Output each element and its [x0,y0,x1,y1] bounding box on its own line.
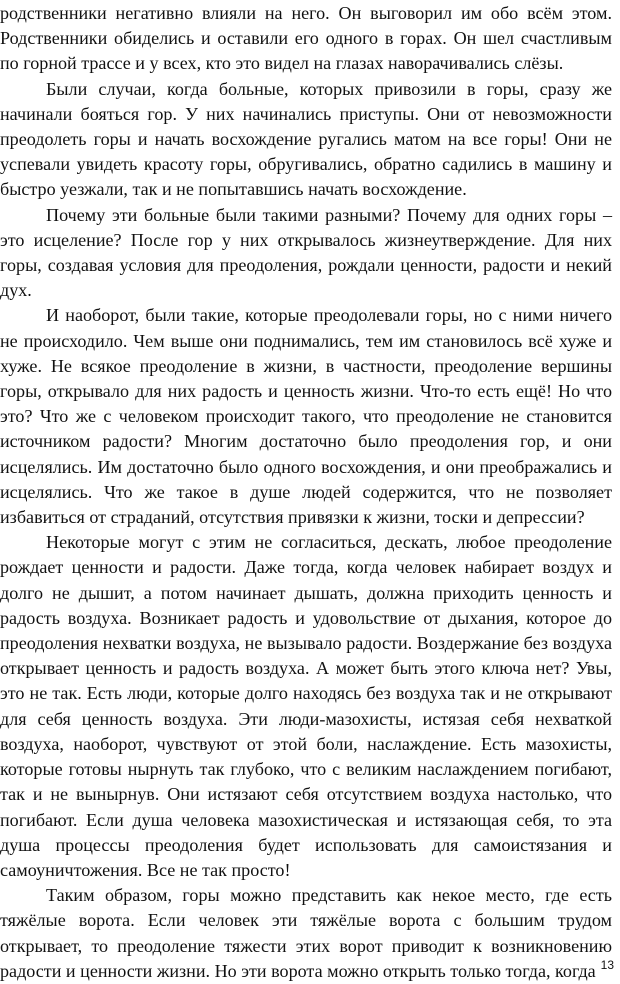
page-number: 13 [600,958,614,972]
paragraph: И наоборот, были такие, которые преодолевали горы, но с ними ничего не происходило. Чем выше они поднимались, тем им становилось всё хуже и хуже. Не всякое преодоление в жизни, в частности, преодоление вершины горы, открывало для них радость и ценность жизни. Что-то есть ещё! Но что это? Что же с человеком происходит такого, что преодоление не становится источником радости? Многим достаточно было преодоления гор, и они исцелялись. Им достаточно было одного восхождения, и они преображались и исцелялись. Что же такое в душе людей содержится, что не позволяет избавиться от страданий, отсутствия привязки к жизни, тоски и депрессии? [0,305,612,528]
paragraph-continuation: родственники негативно влияли на него. Он выговорил им обо всём этом. Родственники обиделись и оставили его одного в горах. Он шел счастливым по горной трассе и у всех, кто это видел на глазах наворачивались слёзы. [0,3,612,74]
paragraph: Некоторые могут с этим не согласиться, дескать, любое преодоление рождает ценности и радости. Даже тогда, когда человек набирает воздух и долго не дышит, а потом начинает дышать, должна приходить ценность и радость воздуха. Возникает радость и удовольствие от дыхания, которое до преодоления нехватки воздуха, не вызывало радости. Воздержание без воздуха открывает ценность и радость воздуха. А может быть этого ключа нет? Увы, это не так. Есть люди, которые долго находясь без воздуха так и не открывают для себя ценность воздуха. Эти люди-мазохисты, истязая себя нехваткой воздуха, наоборот, чувствуют от этой боли, наслаждение. Есть мазохисты, которые готовы нырнуть так глубоко, что с великим наслаждением погибают, так и не вынырнув. Они истязают себя отсутствием воздуха настолько, что погибают. Если душа человека мазохистическая и истязающая себя, то эта душа процессы преодоления будет использовать для самоистязания и самоуничтожения. Все не так просто! [0,532,612,880]
paragraph: Почему эти больные были такими разными? Почему для одних горы – это исцеление? После гор у них открывалось жизнеутверждение. Для них горы, создавая условия для преодоления, рождали ценности, радости и некий дух. [0,204,612,301]
body-text [0,1,612,984]
paragraph: Таким образом, горы можно представить как некое место, где есть тяжёлые ворота. Если человек эти тяжёлые ворота с большим трудом открывает, то преодоление тяжести этих ворот приводит к возникновению радости и ценности жизни. Но эти ворота можно открыть только тогда, когда [0,885,612,981]
paragraph: Были случаи, когда больные, которых привозили в горы, сразу же начинали бояться гор. У них начинались приступы. Они от невозможности преодолеть горы и начать восхождение ругались матом на все горы! Они не успевали увидеть красоту горы, обругивались, обратно садились в машину и быстро уезжали, так и не попытавшись начать восхождение. [0,78,612,200]
